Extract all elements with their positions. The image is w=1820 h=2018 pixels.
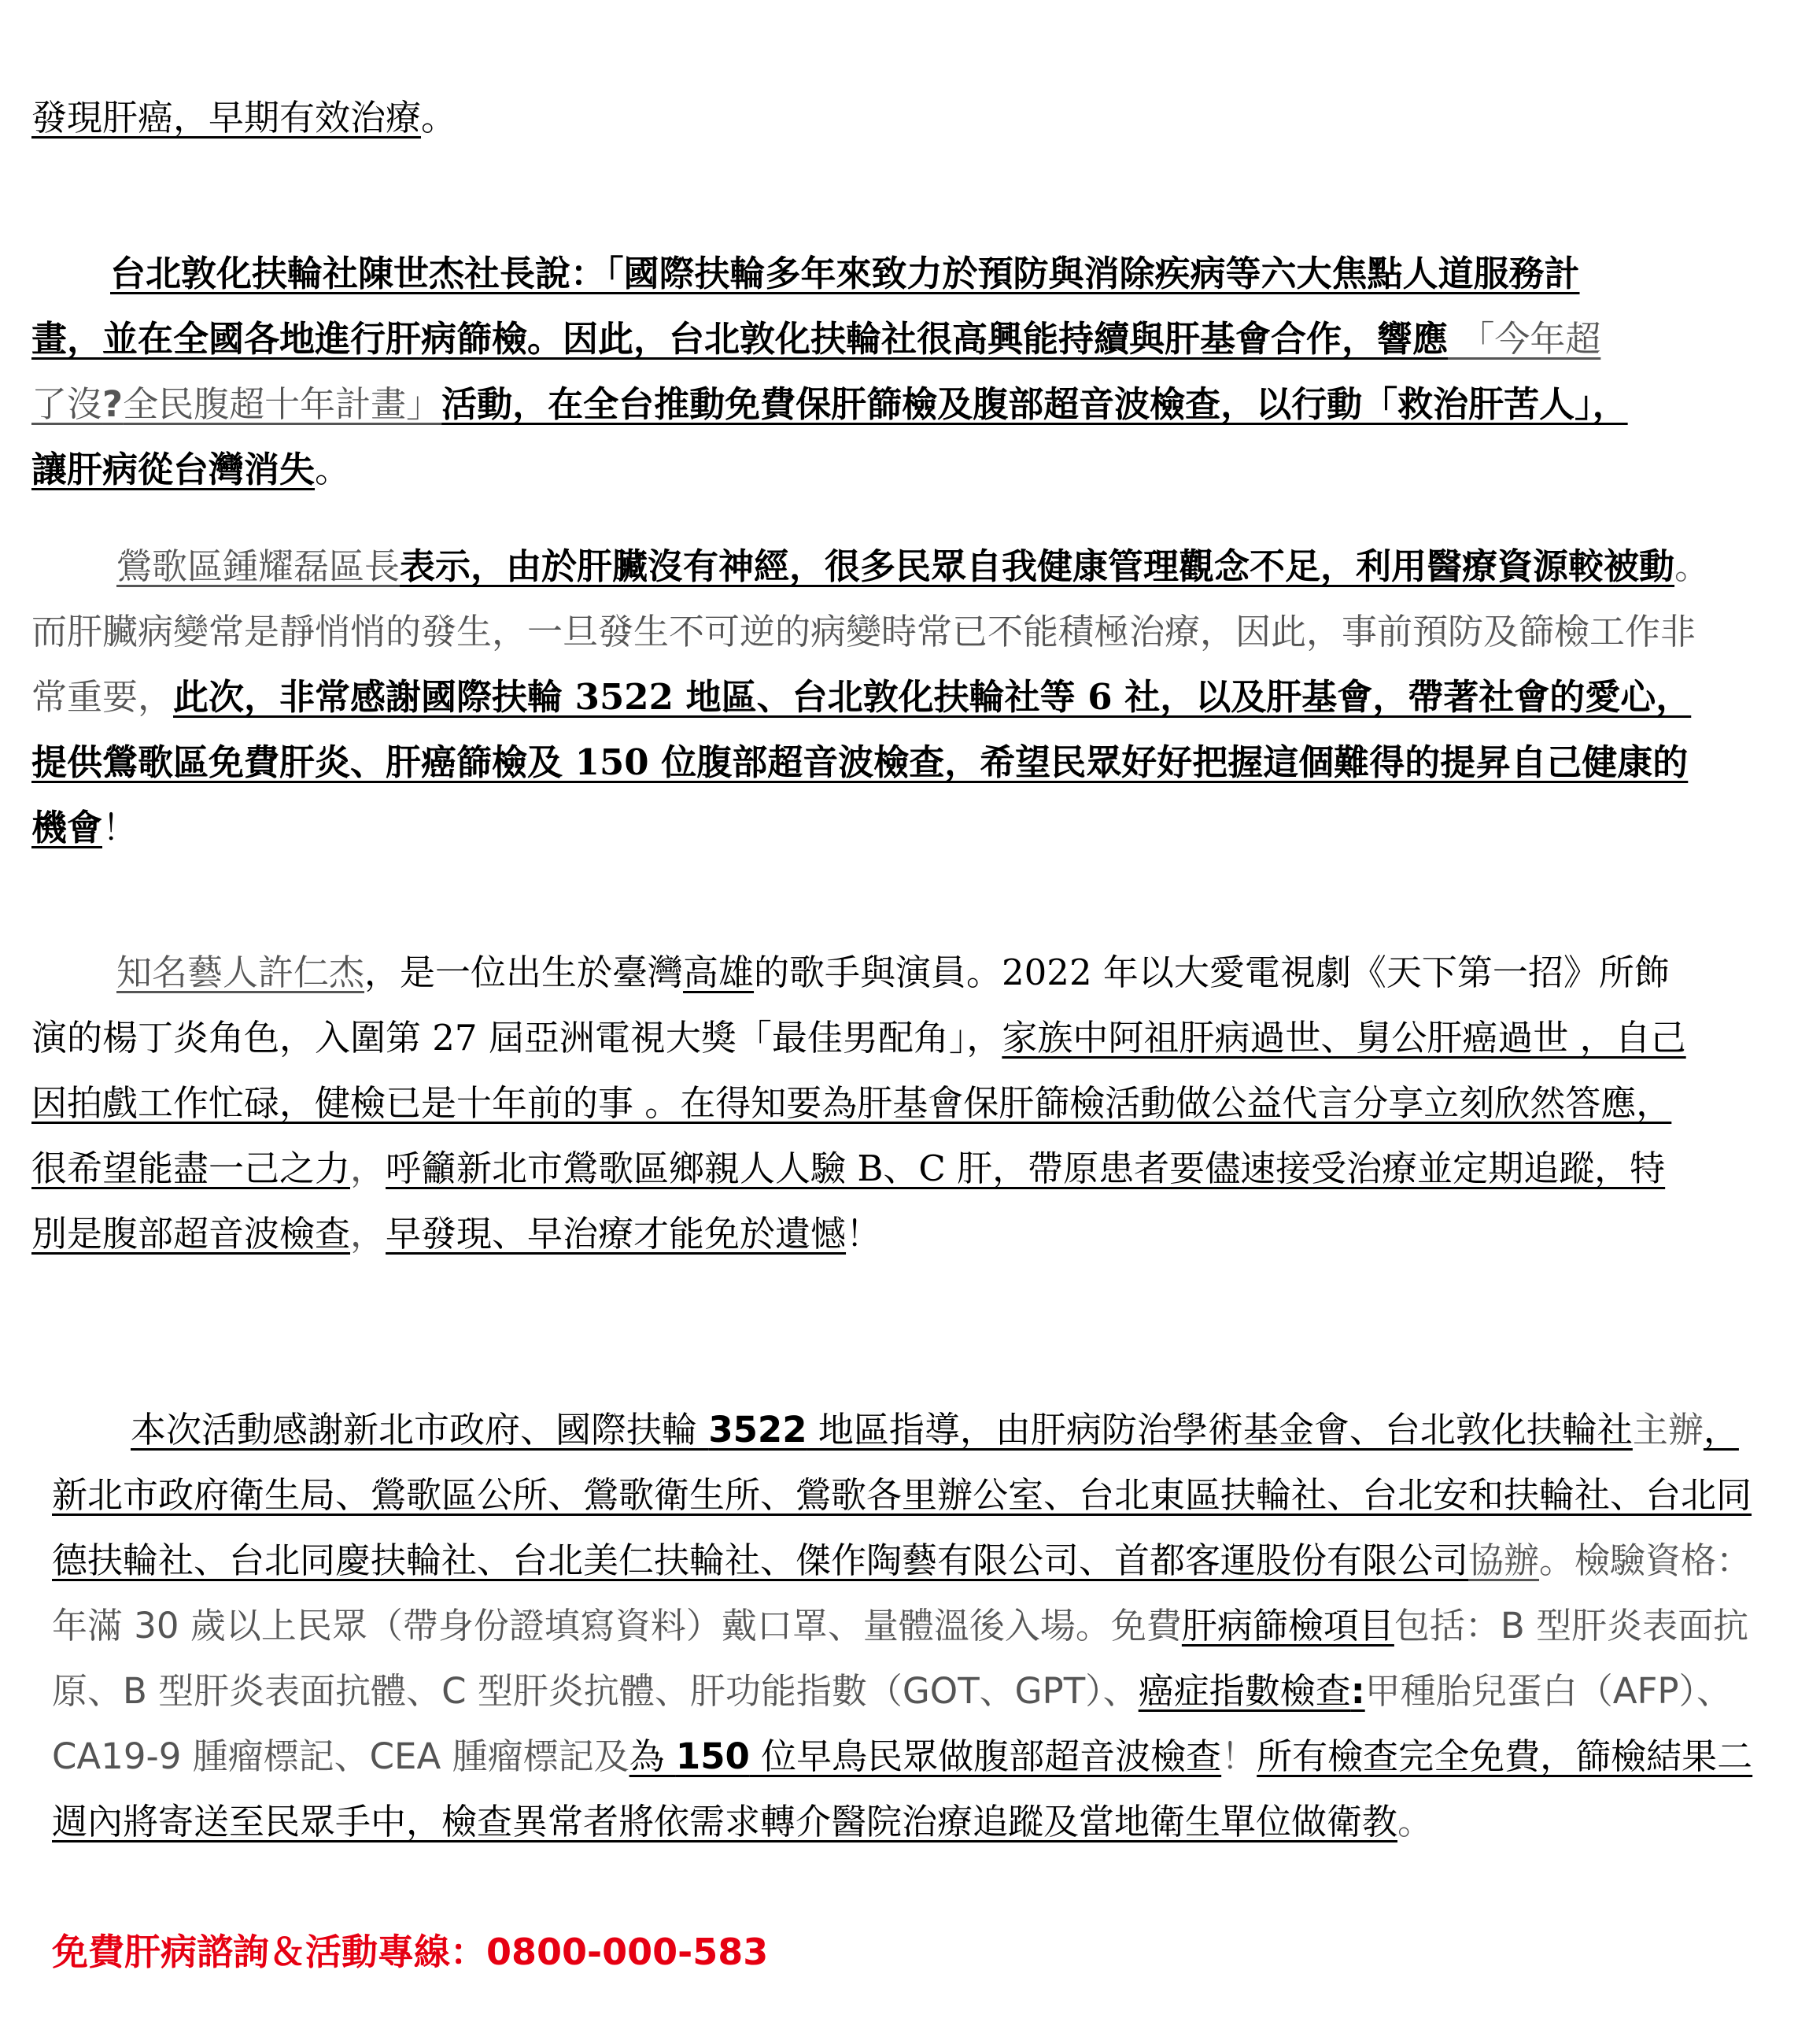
text-celebrity-intro: ，是一位出生於臺灣 — [364, 952, 684, 993]
text-campaign-name-2: 全民腹超十年計畫」 — [123, 383, 442, 425]
text-appeal: 呼籲新北市鶯歌區鄉親人人驗 B、C 肝，帶原患者要儘速接受治療並定期追蹤，特別是腹部超音波檢查 — [31, 1148, 1666, 1255]
text-exclamation: ！ — [1221, 1735, 1257, 1777]
text-district-chief-name: 鶯歌區鍾耀磊區長 — [116, 545, 401, 587]
text-tumor-markers: 甲種胎兒蛋白（AFP）、CA19-9 腫瘤標記、CEA 腫瘤標記及 — [52, 1670, 1733, 1777]
text-campaign-qmark: ? — [102, 383, 124, 425]
text-ultrasound-1: 為 — [629, 1735, 676, 1777]
text-president-quote-1: 台北敦化扶輪社陳世杰社長說：「國際扶輪多年來致力於預防與消除疾病等六大焦點人道服務計畫，並在全國各地進行肝病篩檢。因此，台北敦化扶輪社很高興能持續與肝基會合作，響應 — [31, 253, 1580, 360]
text-host-label: 主辦 — [1632, 1409, 1704, 1451]
text-screening-items-label: 肝病篩檢項目 — [1181, 1605, 1394, 1647]
text-thanks-statement: 此次，非常感謝國際扶輪 3522 地區、台北敦化扶輪社等 6 社，以及肝基會，帶著社會的愛心，提供鶯歌區免費肝炎、肝癌篩檢及 150 位腹部超音波檢查，希望民眾好好把握這個難得的提昇自己健康的機會 — [31, 676, 1692, 848]
text-district-chief-statement: 表示，由於肝臟沒有神經，很多民眾自我健康管理觀念不足，利用醫療資源較被動 — [400, 545, 1675, 587]
text-eligibility: 。檢驗資格：年滿 30 歲以上民眾（帶身份證填寫資料）戴口罩、量體溫後入場。免費 — [52, 1539, 1752, 1647]
text-comma: ， — [350, 1148, 386, 1189]
text-period: 。 — [1397, 1801, 1434, 1842]
text-exclamation: ！ — [846, 1213, 882, 1255]
text-kaohsiung: 高雄 — [683, 952, 755, 993]
paragraph-district-chief — [31, 534, 1715, 860]
hotline-line — [52, 1920, 768, 1983]
paragraph-celebrity — [31, 940, 1700, 1266]
paragraph-event-details — [52, 1397, 1767, 1854]
text-co-host-label: 協辦 — [1468, 1539, 1540, 1581]
text-period: 。 — [315, 449, 351, 490]
text-colon: : — [1350, 1670, 1365, 1712]
text-screening-items: 包括：B 型肝炎表面抗原、B 型肝炎表面抗體、C 型肝炎抗體、肝功能指數（GOT、GPT）、 — [52, 1605, 1749, 1712]
text-ultrasound-2: 位早鳥民眾做腹部超音波檢查 — [749, 1735, 1222, 1777]
text-ultrasound-count: 150 — [675, 1735, 750, 1777]
text-organizer: 地區指導，由肝病防治學術基金會、台北敦化扶輪社 — [807, 1409, 1633, 1451]
hotline-number: 0800-000-583 — [486, 1931, 769, 1973]
text-president-quote-2: 活動，在全台推動免費保肝篩檢及腹部超音波檢查，以行動「救治肝苦人」，讓肝病從台灣消失 — [31, 383, 1628, 490]
paragraph-rotary-president-quote — [31, 241, 1629, 502]
text-family-story: 家族中阿祖肝病過世、舅公肝癌過世 ，自己因拍戲工作忙碌，健檢已是十年前的事 。在得知要為肝基會保肝篩檢活動做公益代言分享立刻欣然答應，很希望能盡一己之力 — [31, 1017, 1686, 1189]
text-comma: ， — [350, 1213, 386, 1255]
text-period: 。 — [421, 97, 457, 139]
text-celebrity-name: 知名藝人許仁杰 — [116, 952, 365, 993]
text-tumor-marker-label: 癌症指數檢查 — [1138, 1670, 1351, 1712]
text-prevention-note: 。而肝臟病變常是靜悄悄的發生，一旦發生不可逆的病變時常已不能積極治療，因此，事前預防及篩檢工作非常重要， — [31, 545, 1711, 718]
text-early-treatment: 早發現、早治療才能免於遺憾 — [386, 1213, 847, 1255]
text-guidance: 本次活動感謝新北市政府、國際扶輪 — [131, 1409, 709, 1451]
paragraph-intro-tail — [31, 85, 1684, 150]
text-free-results: 所有檢查完全免費，篩檢結果二週內將寄送至民眾手中，檢查異常者將依需求轉介醫院治療追蹤及當地衛生單位做衛教 — [52, 1735, 1753, 1842]
text-exclamation: ！ — [102, 807, 138, 848]
text-celebrity-bio: 的歌手與演員。2022 年以大愛電視劇《天下第一招》所飾演的楊丁炎角色，入圍第 27 屆亞洲電視大獎「最佳男配角」， — [31, 952, 1670, 1059]
text-campaign-name-1: 「今年超了沒 — [31, 318, 1601, 425]
text-district-number: 3522 — [708, 1409, 807, 1451]
text-co-organizers: ，新北市政府衛生局、鶯歌區公所、鶯歌衛生所、鶯歌各里辦公室、台北東區扶輪社、台北安和扶輪社、台北同德扶輪社、台北同慶扶輪社、台北美仁扶輪社、傑作陶藝有限公司、首都客運股份有限公司 — [52, 1409, 1752, 1581]
hotline-label: 免費肝病諮詢＆活動專線： — [52, 1931, 486, 1973]
text-early-detection: 發現肝癌，早期有效治療 — [31, 97, 422, 139]
